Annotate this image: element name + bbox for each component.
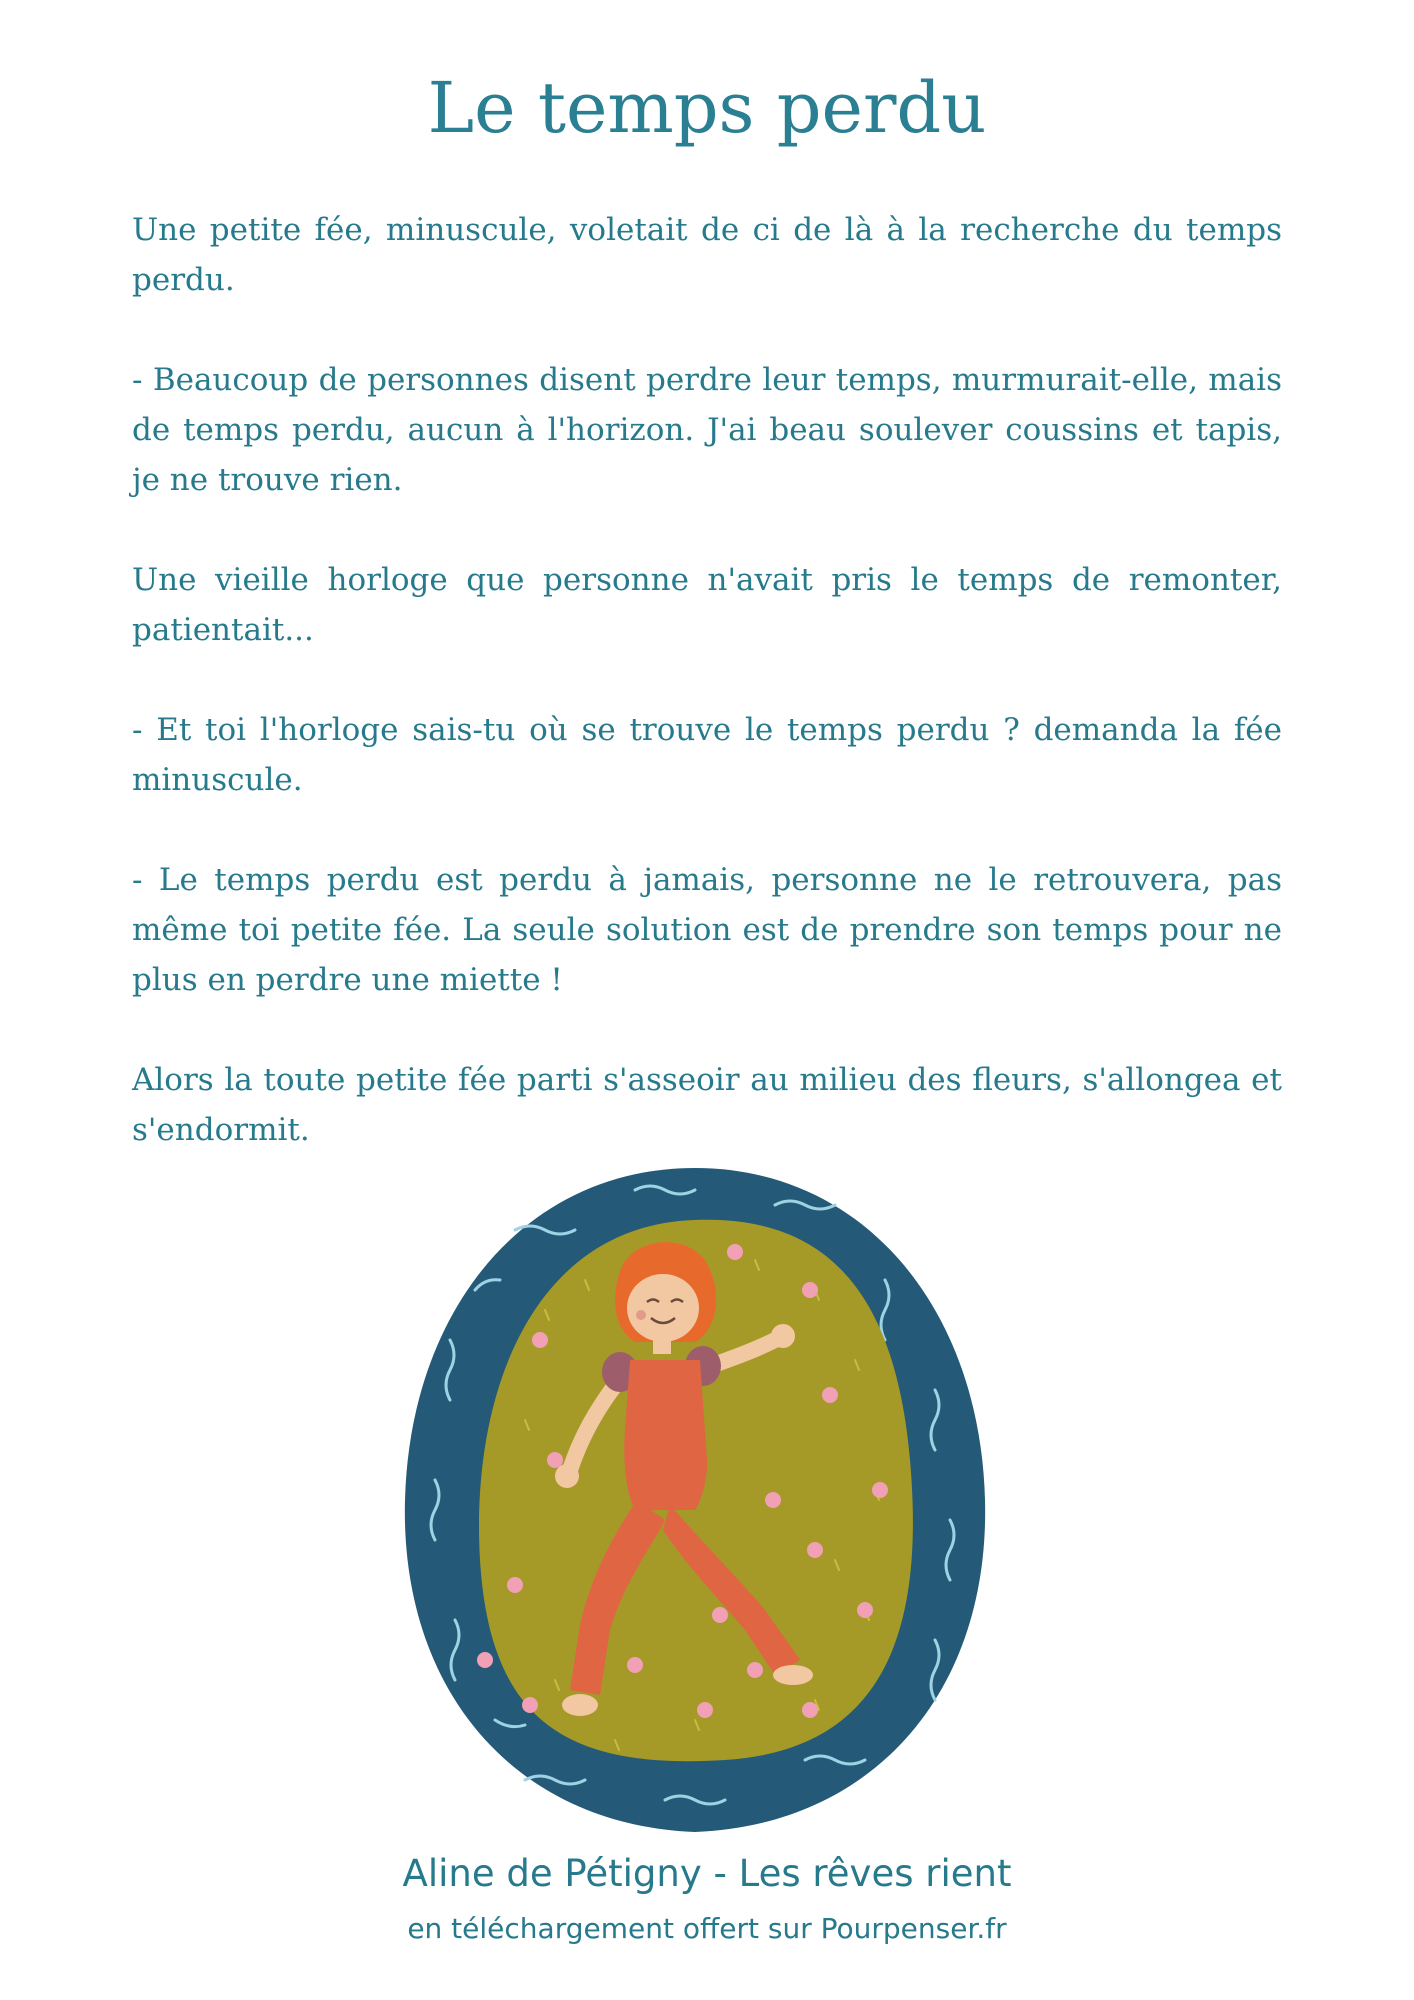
story-text (132, 205, 1282, 1205)
author-credit: Aline de Pétigny - Les rêves rient (402, 1852, 1012, 1895)
paragraph-5: - Le temps perdu est perdu à jamais, personne ne le retrouvera, pas même toi petite fée. La seule solution est de prendre son temps pour ne plus en perdre une miette ! (132, 862, 1282, 998)
download-note: en téléchargement offert sur Pourpenser.fr (407, 1912, 1007, 1945)
paragraph-2: - Beaucoup de personnes disent perdre leur temps, murmurait-elle, mais de temps perdu, aucun à l'horizon. J'ai beau soulever coussins et tapis, je ne trouve rien. (132, 362, 1282, 498)
paragraph-6: Alors la toute petite fée parti s'asseoir au milieu des fleurs, s'allongea et s'endormit. (132, 1062, 1282, 1148)
meadow-illustration (395, 1160, 995, 1840)
paragraph-3: Une vieille horloge que personne n'avait pris le temps de remonter, patientait... (132, 562, 1282, 648)
paragraph-1: Une petite fée, minuscule, voletait de ci de là à la recherche du temps perdu. (132, 212, 1282, 298)
paragraph-4: - Et toi l'horloge sais-tu où se trouve le temps perdu ? demanda la fée minuscule. (132, 712, 1282, 798)
page-title: Le temps perdu (427, 67, 987, 149)
